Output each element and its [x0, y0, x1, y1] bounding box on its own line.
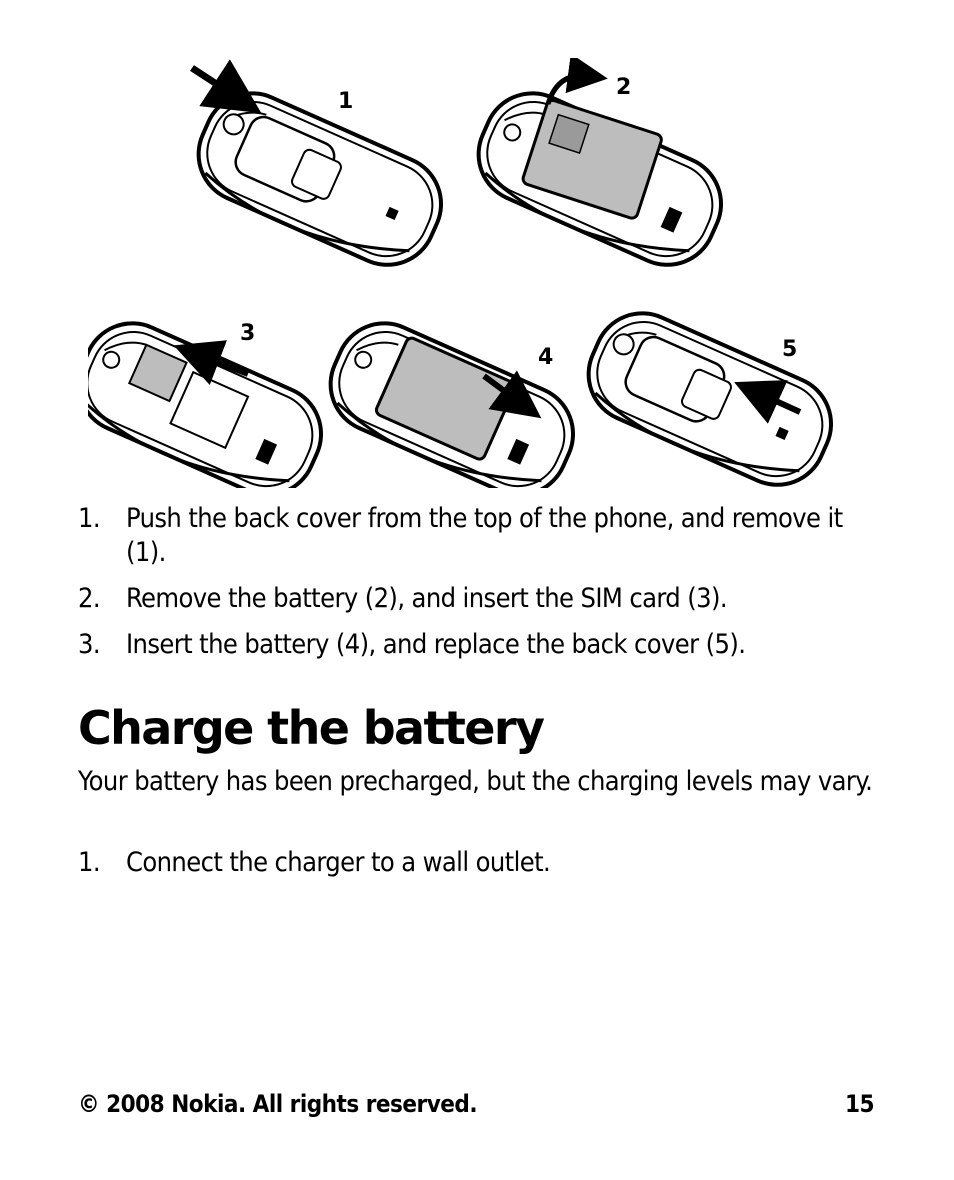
sim-steps-list [78, 502, 878, 674]
phone-step-4 [315, 308, 588, 488]
illustration-svg [88, 58, 868, 488]
step-text: Insert the battery (4), and replace the back cover (5). [126, 629, 746, 660]
phone-step-5 [573, 298, 846, 488]
phone-step-2 [463, 69, 740, 281]
step-number: 3. [78, 629, 100, 660]
step-text: Push the back cover from the top of the phone, and remove it (1). [126, 503, 843, 568]
phone-step-1 [183, 78, 456, 281]
step-label-3: 3 [240, 321, 256, 346]
list-item [78, 582, 878, 616]
list-item [78, 628, 878, 662]
charge-steps-list [78, 846, 878, 892]
step-label-1: 1 [338, 89, 354, 114]
list-item [78, 502, 878, 570]
step-label-5: 5 [782, 337, 798, 362]
push-arrow [192, 68, 238, 98]
step-number: 1. [78, 847, 100, 878]
battery-sim-illustration [88, 58, 868, 488]
list-item [78, 846, 878, 880]
page-footer [78, 1090, 874, 1118]
page-number: 15 [844, 1090, 874, 1118]
section-heading: Charge the battery [78, 701, 544, 755]
step-text: Remove the battery (2), and insert the SIM card (3). [126, 583, 727, 614]
step-label-2: 2 [616, 75, 632, 100]
step-number: 2. [78, 583, 100, 614]
copyright-notice: © 2008 Nokia. All rights reserved. [78, 1090, 478, 1118]
section-intro: Your battery has been precharged, but the charging levels may vary. [78, 766, 873, 797]
step-text: Connect the charger to a wall outlet. [126, 847, 551, 878]
step-label-4: 4 [538, 345, 554, 370]
step-number: 1. [78, 503, 100, 534]
phone-step-3 [88, 308, 336, 488]
